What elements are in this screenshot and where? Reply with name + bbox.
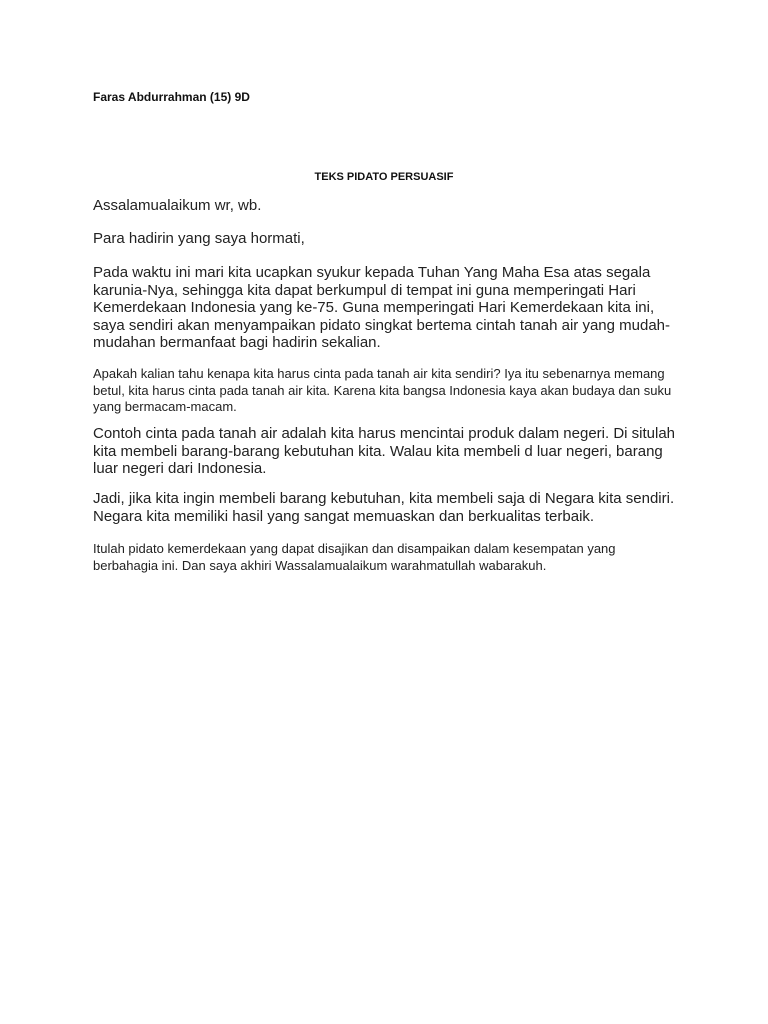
paragraph-greeting: Assalamualaikum wr, wb. — [93, 197, 262, 214]
paragraph-salutation: Para hadirin yang saya hormati, — [93, 230, 305, 247]
paragraph-opening: Pada waktu ini mari kita ucapkan syukur kepada Tuhan Yang Maha Esa atas segala karunia-Nya, sehingga kita dapat berkumpul di tempat ini guna memperingati Hari Kemerdekaan Indonesia yang ke-75. Guna memperingati Hari Kemerdekaan kita ini, saya sendiri akan menyampaikan pidato singkat bertema cintah tanah air yang mudah-mudahan bermanfaat bagi hadirin sekalian. — [93, 264, 671, 351]
author-line: Faras Abdurrahman (15) 9D — [93, 90, 250, 104]
paragraph-question: Apakah kalian tahu kenapa kita harus cinta pada tanah air kita sendiri? Iya itu sebenarnya memang betul, kita harus cinta pada tanah air kita. Karena kita bangsa Indonesia kaya akan budaya dan suku yang bermacam-macam. — [93, 366, 672, 414]
paragraph-example: Contoh cinta pada tanah air adalah kita harus mencintai produk dalam negeri. Di situlah kita membeli barang-barang kebutuhan kita. Walau kita membeli d luar negeri, barang luar negeri dari Indonesia. — [93, 425, 676, 477]
paragraph-closing: Itulah pidato kemerdekaan yang dapat disajikan dan disampaikan dalam kesempatan yang berbahagia ini. Dan saya akhiri Wassalamualaikum warahmatullah wabarakuh. — [93, 541, 616, 573]
paragraph-conclusion: Jadi, jika kita ingin membeli barang kebutuhan, kita membeli saja di Negara kita sendiri. Negara kita memiliki hasil yang sangat memuaskan dan berkualitas terbaik. — [93, 490, 675, 525]
document-title: TEKS PIDATO PERSUASIF — [314, 171, 454, 183]
